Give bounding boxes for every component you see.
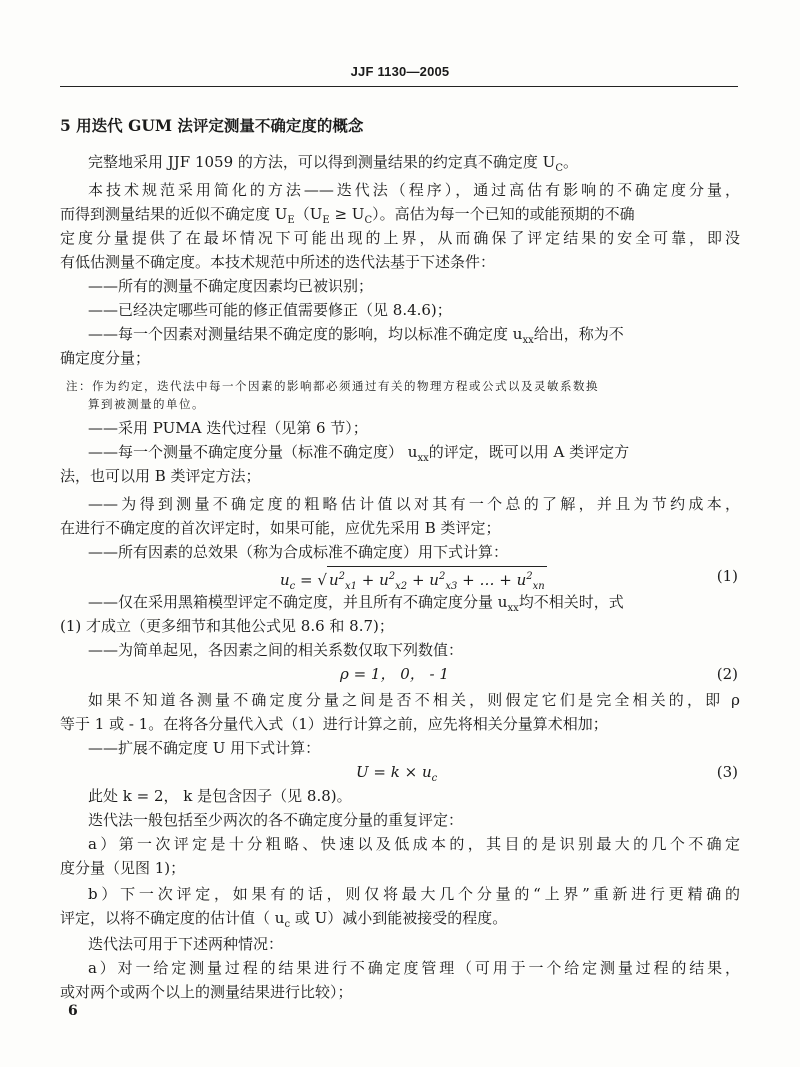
list-item: ——为简单起见，各因素之间的相关系数仅取下列数值： bbox=[88, 641, 464, 659]
paragraph-line: 评定，以将不确定度的估计值（ $u_c$ 或 U）减小到能被接受的程度。 bbox=[60, 909, 508, 930]
equation-3-number: (3) bbox=[716, 763, 738, 781]
equation-1-radicand: $u^2_{x1} + u^2_{x2} + u^2_{x3}$ + … + $u^2_{xn}$ bbox=[327, 566, 547, 597]
list-item: ——所有的测量不确定度因素均已被识别； bbox=[88, 277, 374, 295]
list-item: ——所有因素的总效果（称为合成标准不确定度）用下式计算： bbox=[88, 543, 509, 561]
paragraph-line: 或对两个或两个以上的测量结果进行比较）； bbox=[60, 983, 353, 1001]
paragraph-line: 度分量（见图 1)； bbox=[60, 859, 186, 877]
equation-2-number: (2) bbox=[716, 665, 738, 683]
paragraph-line: (1) 才成立（更多细节和其他公式见 8.6 和 8.7)； bbox=[60, 617, 394, 635]
equation-3: $U = k \times u_c$ bbox=[356, 763, 438, 784]
list-item: ——为得到测量不确定度的粗略估计值以对其有一个总的了解，并且为节约成本， bbox=[88, 495, 740, 513]
paragraph-line: 如果不知道各测量不确定度分量之间是否不相关，则假定它们是完全相关的，即 ρ bbox=[88, 691, 740, 709]
list-item: a）第一次评定是十分粗略、快速以及低成本的，其目的是识别最大的几个不确定 bbox=[88, 835, 740, 853]
paragraph-line: 等于 1 或 - 1。在将各分量代入式（1）进行计算之前，应先将相关分量算术相加； bbox=[60, 715, 608, 733]
paragraph-line: 迭代法一般包括至少两次的各不确定度分量的重复评定： bbox=[88, 811, 464, 829]
paragraph-line: 而得到测量结果的近似不确定度 $U_E(U_E \ge U_C)$。高估为每一个已知的或能预期的不确 bbox=[60, 205, 635, 226]
page-number: 6 bbox=[68, 1003, 78, 1019]
paragraph-line: 此处 k = 2， k 是包含因子（见 8.8)。 bbox=[88, 787, 352, 805]
paragraph-line: 在进行不确定度的首次评定时，如果可能，应优先采用 B 类评定； bbox=[60, 519, 501, 537]
paragraph-line: 迭代法可用于下述两种情况： bbox=[88, 935, 284, 953]
note-line: 算到被测量的单位。 bbox=[88, 397, 205, 411]
list-item: ——扩展不确定度 U 用下式计算： bbox=[88, 739, 321, 757]
paragraph-line: 确定度分量； bbox=[60, 349, 151, 367]
list-item: a）对一给定测量过程的结果进行不确定度管理（可用于一个给定测量过程的结果， bbox=[88, 959, 740, 977]
list-item: ——采用 PUMA 迭代过程（见第 6 节）； bbox=[88, 419, 368, 437]
running-header: JJF 1130—2005 bbox=[350, 64, 450, 79]
equation-2: ρ = 1， 0， - 1 bbox=[340, 665, 449, 683]
equation-1: $u_c$ = √ $u^2_{x1} + u^2_{x2} + u^2_{x3}$ + … + $u^2_{xn}$ bbox=[280, 566, 547, 597]
list-item: ——仅在采用黑箱模型评定不确定度，并且所有不确定度分量 $u_{xx}$均不相关时，式 bbox=[88, 593, 624, 614]
header-rule bbox=[60, 86, 738, 87]
paragraph-line: 本技术规范采用简化的方法——迭代法（程序），通过高估有影响的不确定度分量， bbox=[88, 181, 740, 199]
equation-1-number: (1) bbox=[716, 567, 738, 585]
list-item: b）下一次评定，如果有的话，则仅将最大几个分量的“上界”重新进行更精确的 bbox=[88, 885, 740, 903]
paragraph-line: 法，也可以用 B 类评定方法； bbox=[60, 467, 261, 485]
paragraph-line: 完整地采用 JJF 1059 的方法，可以得到测量结果的约定真不确定度 $U_C$。 bbox=[88, 153, 578, 174]
section-heading: 5 用迭代 GUM 法评定测量不确定度的概念 bbox=[60, 116, 364, 135]
list-item: ——已经决定哪些可能的修正值需要修正（见 8.4.6)； bbox=[88, 301, 452, 319]
list-item: ——每一个测量不确定度分量（标准不确定度） $u_{xx}$的评定，既可以用 A 类评定方 bbox=[88, 443, 630, 464]
paragraph-line: 定度分量提供了在最坏情况下可能出现的上界，从而确保了评定结果的安全可靠，即没 bbox=[60, 229, 740, 247]
note-line: 注：作为约定，迭代法中每一个因素的影响都必须通过有关的物理方程或公式以及灵敏系数换 bbox=[66, 379, 599, 393]
list-item: ——每一个因素对测量结果不确定度的影响，均以标准不确定度 $u_{xx}$给出，称为不 bbox=[88, 325, 624, 346]
paragraph-line: 有低估测量不确定度。本技术规范中所述的迭代法基于下述条件： bbox=[60, 253, 496, 271]
